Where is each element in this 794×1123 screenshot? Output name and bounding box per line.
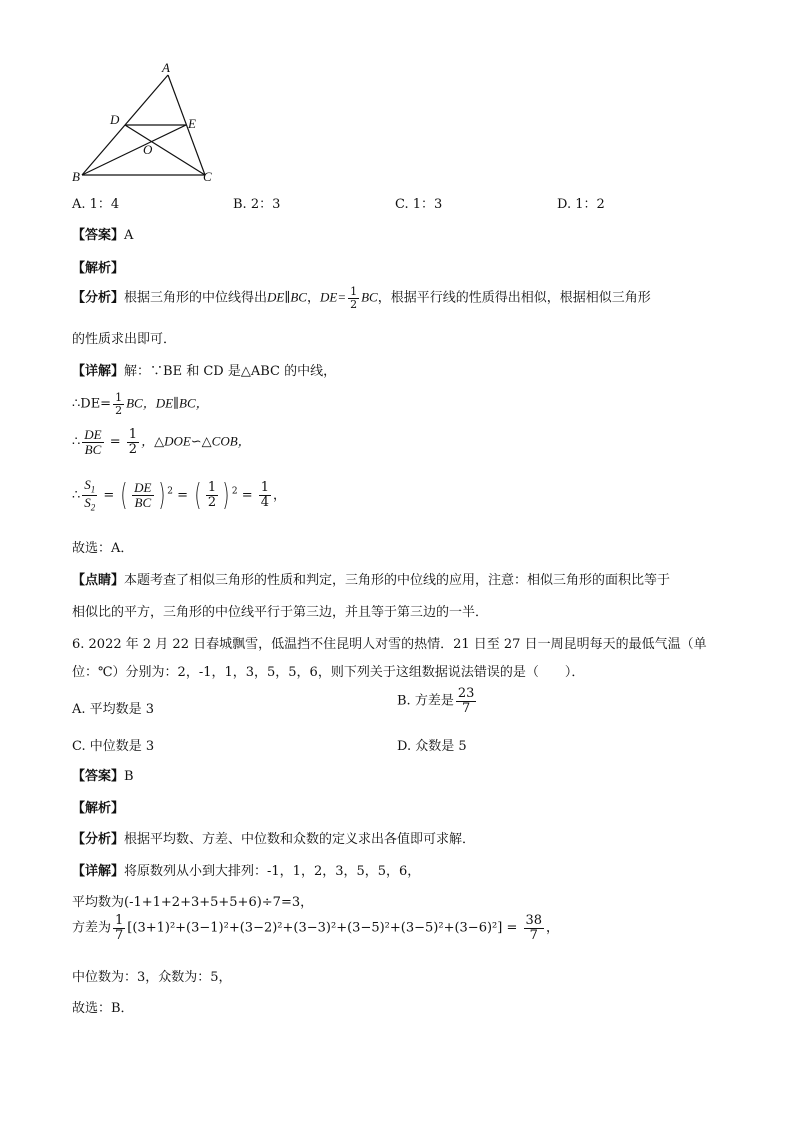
answer-value: B [124,769,134,784]
var-prefix: 方差为 [72,920,112,936]
q5-option-d: D. 1：2 [557,197,605,212]
dianjing-tag: 【点睛】 [72,573,125,588]
var-body: [(3+1)²+(3−1)²+(3−2)²+(3−3)²+(3−5)²+(3−5)²+(3−6)²] = [127,920,518,936]
fenxi-tag: 【分析】 [72,290,125,306]
fenxi-sep: ， [306,290,320,306]
q5-option-c: C. 1：3 [395,197,443,212]
step1-prefix: ∴DE= [72,396,112,412]
q5-step1 [72,392,209,416]
q6-fenxi [72,828,475,847]
fenxi-de-eq: DE= [320,289,347,305]
q6-variance-line: 方差为 $\frac{1}{7}$ [(3+1)²+(3−1)²+(3−2)²+(3−3)²+(3−5)²+(3−5)²+(3−6)²] = $\frac{38}{7}$ ， [72,913,560,943]
q5-answer [72,224,133,243]
q6-xiangjie [72,860,420,879]
vertex-label-d: D [110,112,120,127]
q6-option-c: C. 中位数是 3 [72,739,155,754]
step3-prefix: ∴ [72,488,81,504]
q6-analysis-tag: 【解析】 [72,801,125,816]
q6-stem-line1: 6. 2022 年 2 月 22 日春城飘雪，低温挡不住昆明人对雪的热情．21 日至 27 日一周昆明每天的最低气温（单 [72,637,707,652]
fenxi-text: 根据平均数、方差、中位数和众数的定义求出各值即可求解． [124,832,476,847]
vertex-label-c: C [203,169,212,184]
fenxi-tag: 【分析】 [72,832,125,847]
q6-option-d: D. 众数是 5 [397,739,467,754]
step3-result-fraction: $\frac{1}{4}$ [260,480,270,511]
q6-stem-line2: 位：℃）分别为：2，-1，1，3，5，5，6，则下列关于这组数据说法错误的是（ ）． [72,665,585,680]
fenxi-bc: BC [361,289,378,305]
q5-conclusion: 故选：A． [72,541,134,556]
q5-xiangjie [72,360,336,379]
var-seventh-fraction: $\frac{1}{7}$ [115,913,124,943]
answer-tag: 【答案】 [72,228,125,243]
option-b-prefix: B. 方差是 [397,693,454,709]
xiangjie-tag: 【详解】 [72,364,125,379]
q6-answer [72,765,134,784]
q5-step2: ∴ $\frac{DE}{BC}$ = $\frac{1}{2}$ ，△DOE∽△COB， [72,427,251,457]
q6-mean-line: 平均数为(-1+1+2+3+5+5+6)÷7=3， [72,895,314,910]
q6-option-a: A. 平均数是 3 [72,702,155,717]
q5-option-b: B. 2：3 [233,197,281,212]
xiangjie-text: 将原数列从小到大排列：-1，1，2，3，5，5，6， [124,864,421,879]
answer-value: A [124,228,134,243]
q5-step3: ∴ $\frac{S_1}{S_2}$ = ( $\frac{DE}{BC}$ ) $^2$ = ( $\frac{1}{2}$ ) $^2$ = $\frac{1}{4}$ ， [72,477,287,514]
vertex-label-a: A [162,60,170,75]
step1-half-fraction: $\frac{1}{2}$ [115,391,123,417]
step2-de-bc-fraction: $\frac{DE}{BC}$ [84,427,102,457]
q5-fenxi-line2: 的性质求出即可． [72,332,177,347]
q5-fenxi-line1 [72,286,651,310]
answer-tag: 【答案】 [72,769,125,784]
option-b-fraction: $\frac{23}{7}$ [457,686,475,716]
q6-median-mode: 中位数为：3，众数为：5， [72,970,232,985]
step2-prefix: ∴ [72,434,81,450]
area-ratio-fraction: $\frac{S_1}{S_2}$ [84,477,96,513]
dianjing-text: 本题考查了相似三角形的性质和判定，三角形的中位线的应用，注意：相似三角形的面积比等于 [124,573,671,588]
step3-half-fraction: $\frac{1}{2}$ [207,480,217,511]
q6-option-b [397,687,478,715]
vertex-label-e: E [188,116,196,131]
q5-option-a: A. 1：4 [72,197,120,212]
fenxi-half-fraction: $\frac{1}{2}$ [350,285,358,311]
q5-analysis-tag: 【解析】 [72,261,125,276]
fenxi-text-2: ，根据平行线的性质得出相似，根据相似三角形 [377,290,651,306]
fenxi-text: 根据三角形的中位线得出 [124,290,268,306]
vertex-label-o: O [143,142,153,157]
q5-dianjing-line1 [72,569,670,588]
fenxi-parallel: DE∥BC [267,289,307,305]
q5-dianjing-line2: 相似比的平方，三角形的中位线平行于第三边，并且等于第三边的一半． [72,605,489,620]
triangle-figure [60,58,230,188]
q6-conclusion: 故选：B． [72,1001,134,1016]
xiangjie-tag: 【详解】 [72,864,125,879]
step3-tail: ， [273,488,287,504]
step2-rest: ，△DOE∽△COB， [141,433,251,449]
xiangjie-text: 解：∵BE 和 CD 是△ABC 的中线， [124,364,337,379]
step2-half-fraction: $\frac{1}{2}$ [128,427,138,457]
vertex-label-b: B [72,169,80,184]
var-result-fraction: $\frac{38}{7}$ [525,913,543,943]
step3-de-bc-fraction: $\frac{DE}{BC}$ [134,480,152,511]
step1-mid: BC，DE∥BC， [126,395,209,411]
